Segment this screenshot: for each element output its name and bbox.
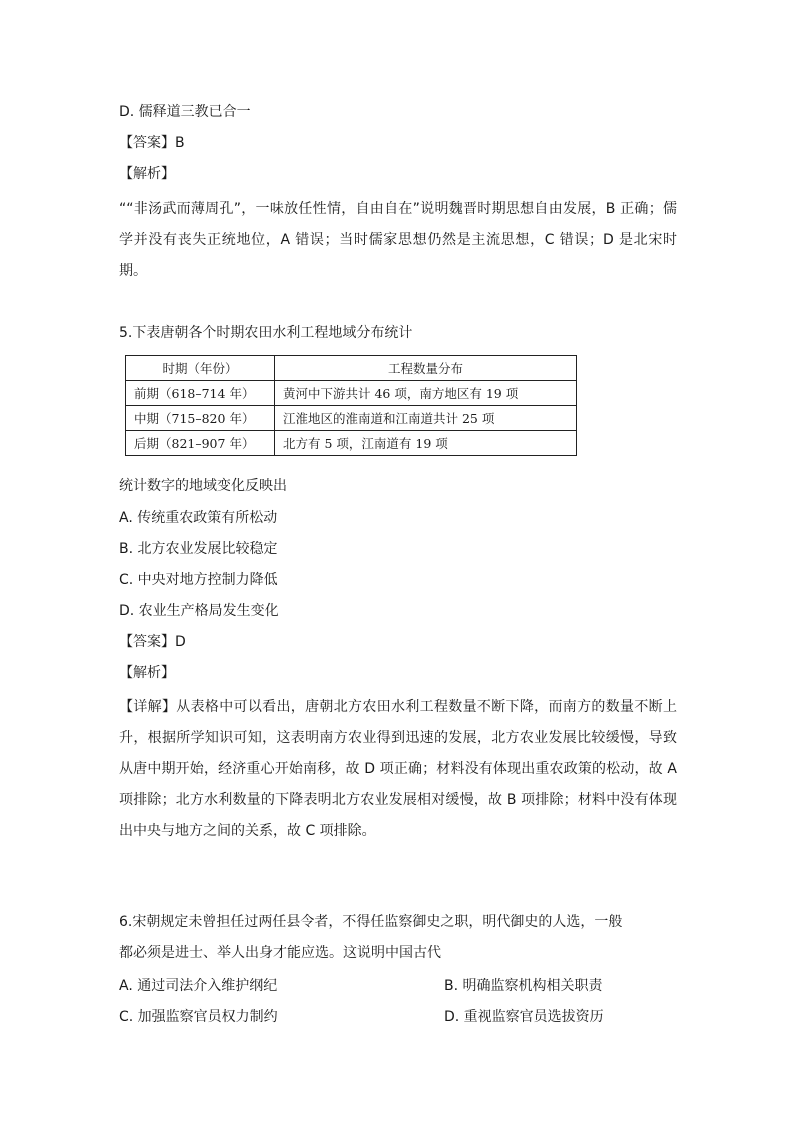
q5-answer-label: 【答案】 [119,634,175,650]
q6-option-b: B. 明确监察机构相关职责 [444,978,603,994]
table-cell-period: 后期（821–907 年） [126,431,275,456]
table-header-row [126,356,577,381]
q6-option-c: C. 加强监察官员权力制约 [119,1009,278,1025]
q4-analysis-text: ““非汤武而薄周孔”，一味放任性情，自由自在”说明魏晋时期思想自由发展，B 正确；儒学并没有丧失正统地位，A 错误；当时儒家思想仍然是主流思想，C 错误；D 是北宋时期。 [119,201,677,279]
table-cell-distribution: 北方有 5 项，江南道有 19 项 [275,431,577,456]
q5-question: 统计数字的地域变化反映出 [119,478,287,494]
table-row [126,381,577,406]
q5-option-c: C. 中央对地方控制力降低 [119,572,278,588]
q4-answer [119,133,185,153]
q4-answer-label: 【答案】 [119,135,175,151]
table-row [126,431,577,456]
table-cell-distribution: 江淮地区的淮南道和江南道共计 25 项 [275,406,577,431]
table-cell-period: 前期（618–714 年） [126,381,275,406]
q6-stem-line-1: 6.宋朝规定未曾担任过两任县令者，不得任监察御史之职，明代御史的人选，一般 [119,914,623,930]
q5-detail-label: 【详解】 [119,699,177,715]
q5-option-a: A. 传统重农政策有所松动 [119,510,278,526]
table-header-distribution: 工程数量分布 [275,356,577,381]
q5-detail [119,692,677,847]
q5-option-b: B. 北方农业发展比较稳定 [119,541,278,557]
q5-answer [119,632,186,652]
q4-answer-value: B [175,135,185,151]
table-cell-distribution: 黄河中下游共计 46 项，南方地区有 19 项 [275,381,577,406]
q5-detail-text: 从表格中可以看出，唐朝北方农田水利工程数量不断下降，而南方的数量不断上升，根据所学知识可知，这表明南方农业得到迅速的发展，北方农业发展比较缓慢，导致从唐中期开始，经济重心开始南移，故 D 项正确；材料没有体现出重农政策的松动，故 A 项排除；北方水利数量的下降表明北方农业发展相对缓慢，故 B 项排除；材料中没有体现出中央与地方之间的关系，故 C 项排除。 [119,699,678,839]
q6-option-d: D. 重视监察官员选拔资历 [444,1009,604,1025]
table-header-period: 时期（年份） [126,356,275,381]
q5-analysis-label: 【解析】 [119,665,175,681]
q5-stem: 5.下表唐朝各个时期农田水利工程地域分布统计 [119,325,413,341]
q5-answer-value: D [175,634,186,650]
q4-option-d: D. 儒释道三教已合一 [119,104,251,120]
q6-option-a: A. 通过司法介入维护纲纪 [119,978,278,994]
q4-analysis-label: 【解析】 [119,166,175,182]
q5-option-d: D. 农业生产格局发生变化 [119,603,279,619]
q6-stem-line-2: 都必须是进士、举人出身才能应选。这说明中国古代 [119,945,441,961]
table-row [126,406,577,431]
q5-stats-table [125,355,577,456]
table-cell-period: 中期（715–820 年） [126,406,275,431]
